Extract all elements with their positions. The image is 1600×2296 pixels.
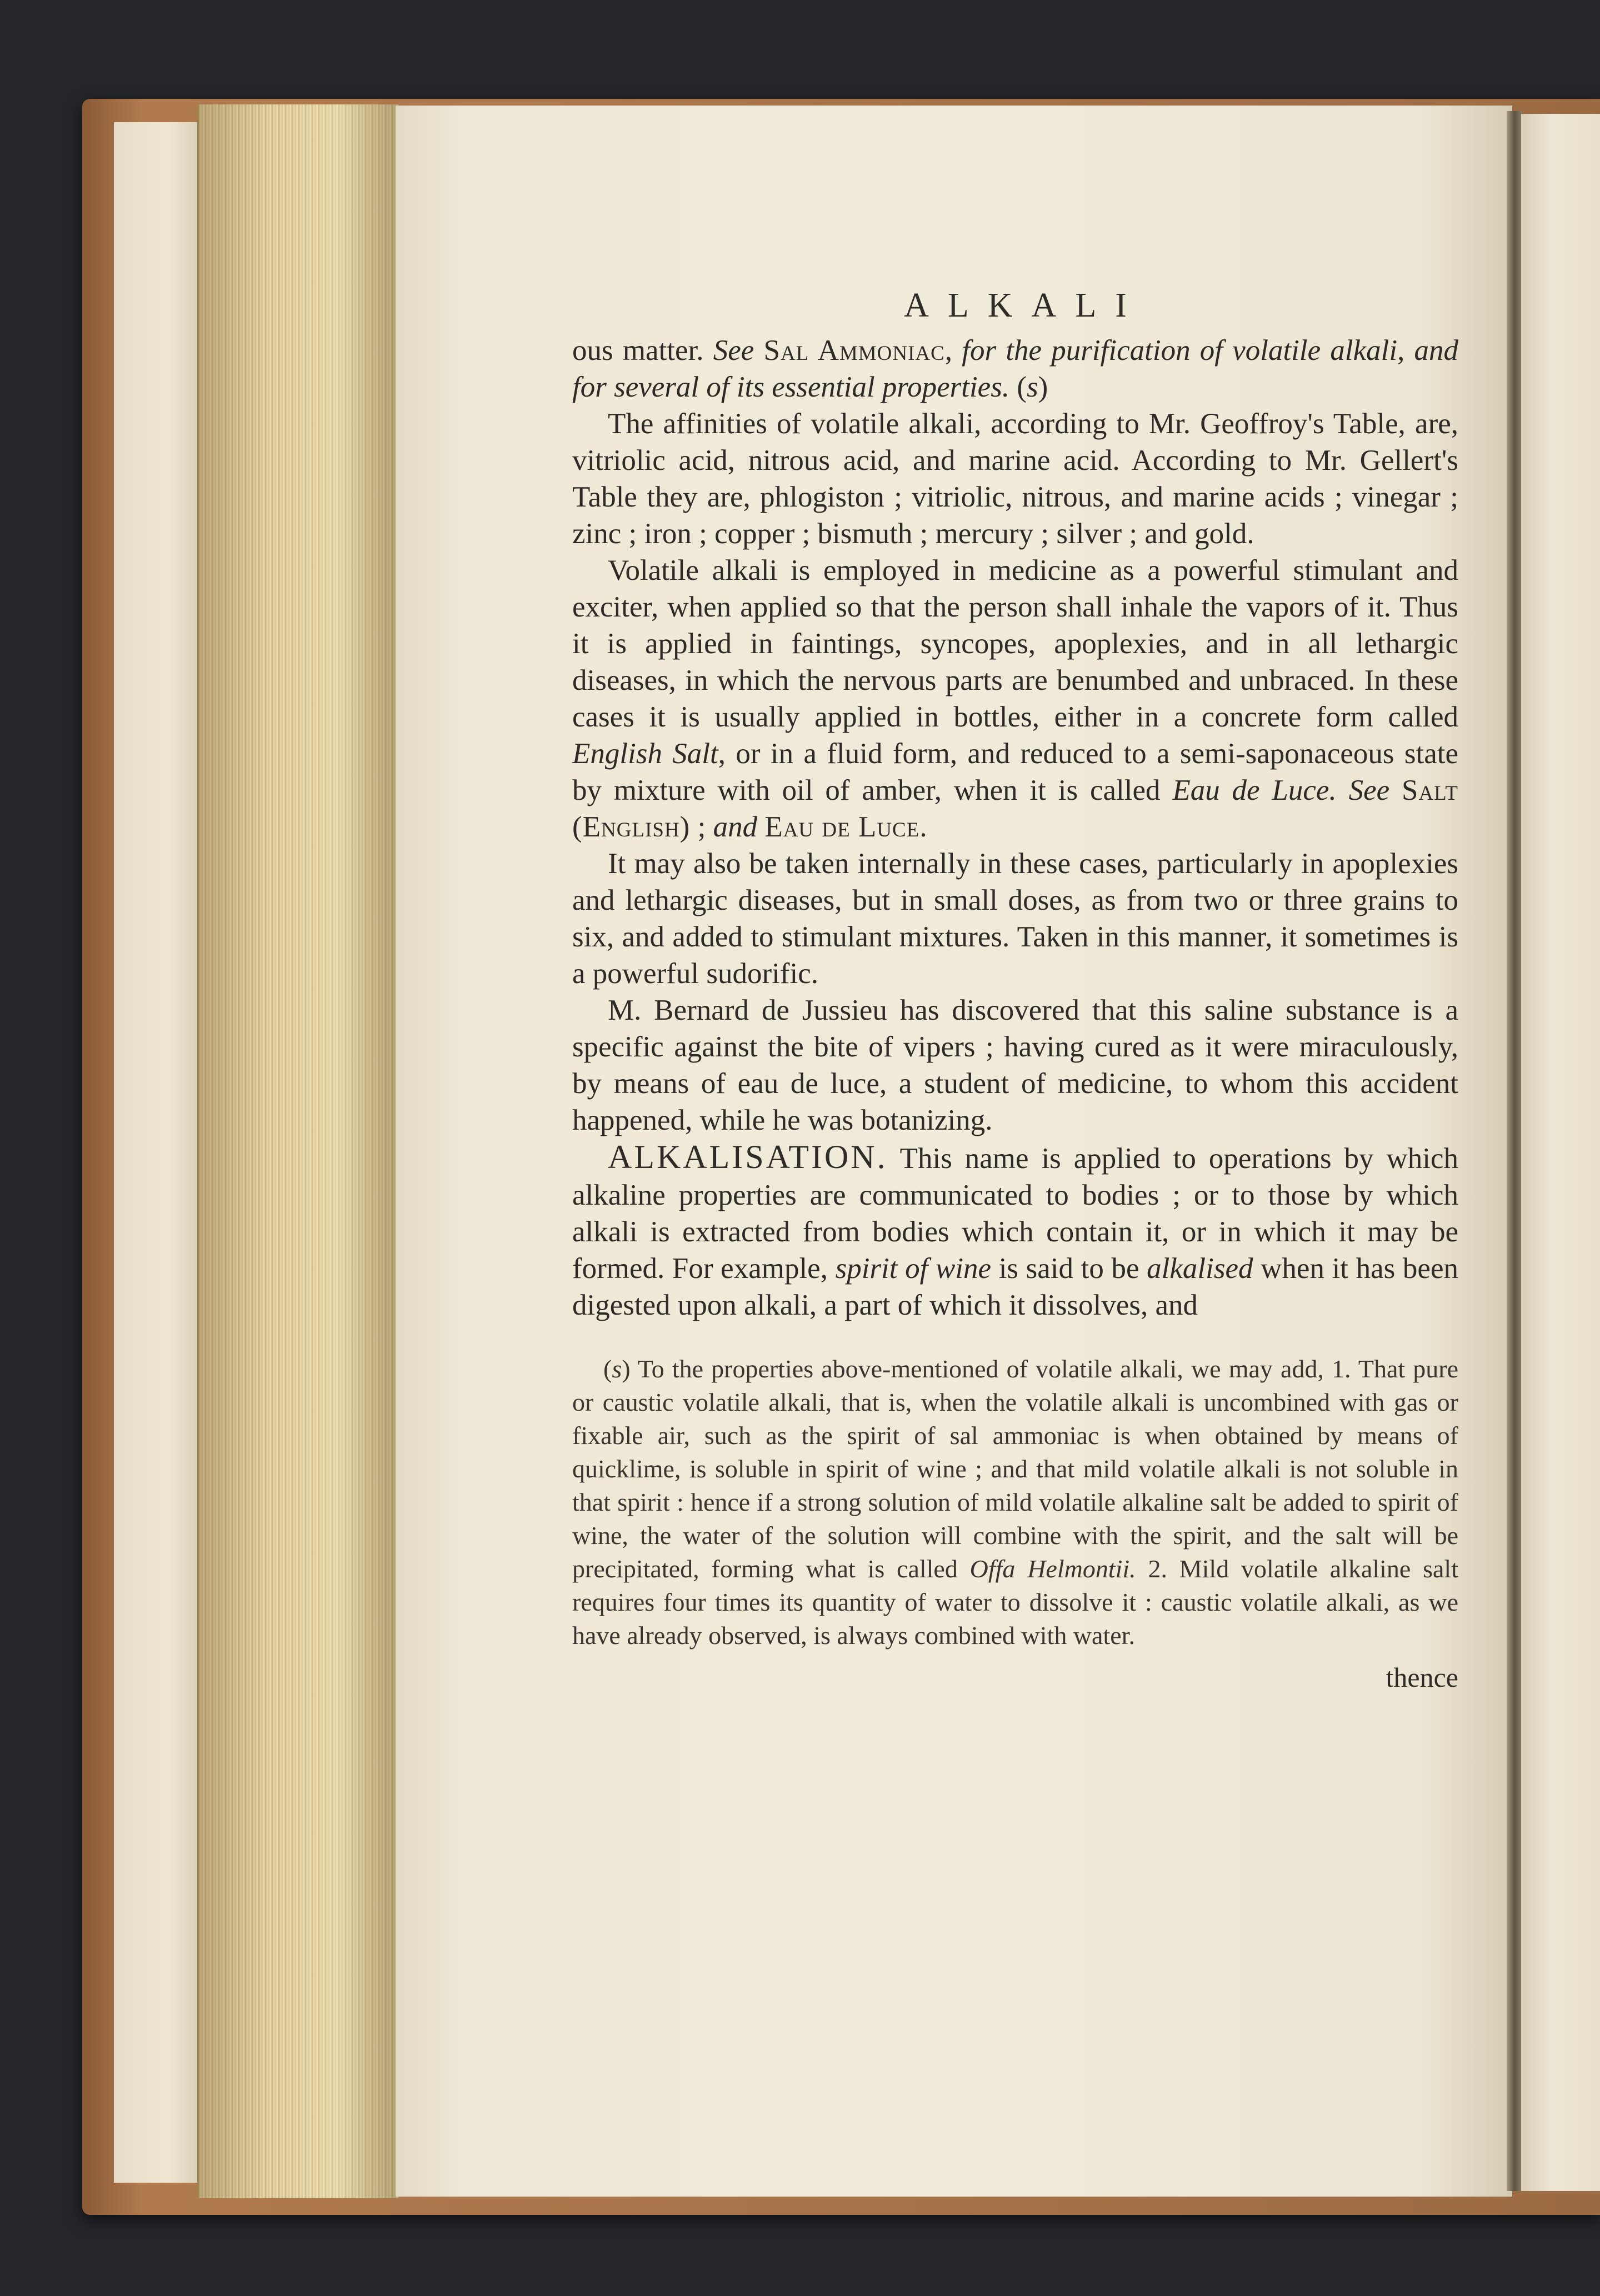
text-run-sc: Eau de Luce. [764,811,928,843]
facing-page [1521,114,1600,2191]
text-run: It may also be taken internally in these cases, particularly in apoplexies and lethargic diseases, but in small doses, as from two or three grains to six, and added to stimulant mixtures. Taken in this manner, it sometimes is a powerful sudorific. [572,848,1458,990]
text-run-it: Offa Helmontii. [969,1555,1136,1583]
text-run: is said to be [991,1252,1147,1285]
text-run: This name is applied to operations by which alkaline properties are communicated to bodies ; or to those by which alkali is extracted from bodies which contain it, or in which it may be formed. For example, [572,1142,1458,1285]
page-text-area [572,283,1458,1695]
text-run: , [944,334,962,367]
text-run [1337,774,1349,806]
text-run-sc: Salt (English) [572,774,1458,843]
text-run-sc: Sal Ammoniac [763,334,945,367]
text-run-it: s [612,1355,622,1383]
text-run: ( [1009,371,1027,403]
text-run: ; [690,811,713,843]
text-run: ( [603,1355,612,1383]
text-run: M. Bernard de Jussieu has discovered that this saline substance is a specific against the bite of vipers ; having cured as it were miraculously, by means of eau de luce, a student of medicine, to whom this accident happened, while he was botanizing. [572,994,1458,1136]
paragraph [572,1139,1458,1324]
body-text [572,332,1458,1324]
text-run: ) To the properties above-mentioned of volatile alkali, we may add, 1. That pure or caustic volatile alkali, that is, when the volatile alkali is uncombined with gas or fixable air, such as the spirit of sal ammoniac is when obtained by means of quicklime, is soluble in spirit of wine ; and that mild volatile alkali is not soluble in that spirit : hence if a strong solution of mild volatile alkaline salt be added to spirit of wine, the water of the solution will combine with the spirit, and the salt will be precipitated, forming what is called [572,1355,1458,1583]
text-run: , or in a fluid form, and reduced to a semi-saponaceous state by mixture with oil of amber, when it is called [572,738,1458,806]
paragraph [572,332,1458,405]
text-run-it: alkalised [1147,1252,1253,1285]
text-run: when it has been digested upon alkali, a part of which it dissolves, and [572,1252,1458,1321]
text-run: 2. Mild volatile alkaline salt requires four times its quantity of water to dissolve it : caustic volatile alkali, as we have already observed, is always combined with water. [572,1555,1458,1650]
text-run-it: and [713,811,765,843]
text-run-it: s [1027,371,1038,403]
text-run-it: See [1348,774,1402,806]
text-run: ous matter. [572,334,713,367]
running-head: ALKALI [904,287,1146,324]
text-run-it: Eau de Luce. [1172,774,1337,806]
text-run-headword: ALKALISATION. [608,1139,888,1175]
text-run-it: See [713,334,764,367]
paragraph [572,992,1458,1139]
footnote-text [572,1352,1458,1652]
paragraph [572,552,1458,845]
text-run-it: English Salt [572,738,718,770]
book-gutter [1507,111,1522,2191]
paragraph [572,845,1458,992]
text-run-it: for the purification of volatile alkali, and for several of its essential properties. [572,334,1459,403]
text-run: Volatile alkali is employed in medicine as a powerful stimulant and exciter, when applied so that the person shall inhale the vapors of it. Thus it is applied in faintings, syncopes, apoplexies, and in all lethargic diseases, in which the nervous parts are benumbed and unbraced. In these cases it is usually applied in bottles, either in a concrete form called [572,554,1458,733]
endpaper [114,122,204,2183]
paragraph [572,405,1458,552]
text-run: ) [1038,371,1048,403]
catchword: thence [1386,1662,1458,1693]
text-run-it: spirit of wine [835,1252,992,1285]
footnote [572,1352,1458,1652]
text-run: The affinities of volatile alkali, according to Mr. Geoffroy's Table, are, vitriolic acid, nitrous acid, and marine acid. According to Mr. Gellert's Table they are, phlogiston ; vitriolic, nitrous, and marine acids ; vinegar ; zinc ; iron ; copper ; bismuth ; mercury ; silver ; and gold. [572,408,1458,550]
page-edges [197,104,399,2198]
